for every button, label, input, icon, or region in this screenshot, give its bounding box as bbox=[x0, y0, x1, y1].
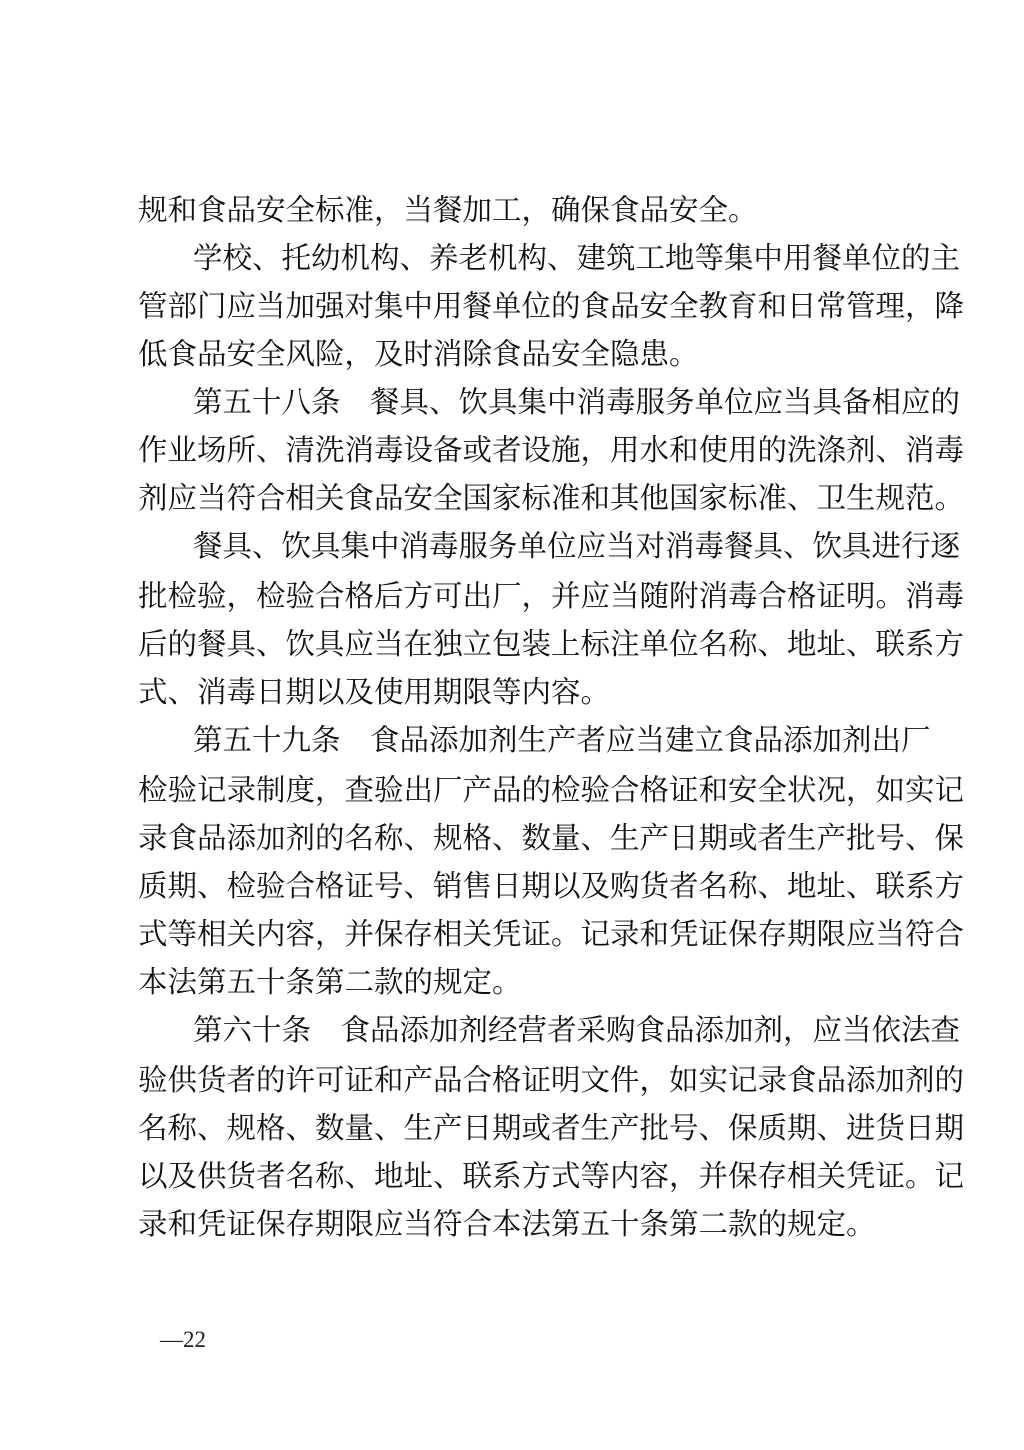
text-line: 式、消毒日期以及使用期限等内容。 bbox=[138, 675, 611, 709]
text-line: 录和凭证保存期限应当符合本法第五十条第二款的规定。 bbox=[138, 1207, 876, 1241]
text-line: 本法第五十条第二款的规定。 bbox=[138, 965, 522, 999]
article-58-heading-line: 第五十八条 餐具、饮具集中消毒服务单位应当具备相应的 bbox=[193, 385, 961, 419]
text-line: 后的餐具、饮具应当在独立包装上标注单位名称、地址、联系方 bbox=[138, 627, 965, 661]
page-number: —22 bbox=[160, 1327, 206, 1352]
text-line: 餐具、饮具集中消毒服务单位应当对消毒餐具、饮具进行逐 bbox=[193, 529, 961, 563]
text-line: 学校、托幼机构、养老机构、建筑工地等集中用餐单位的主 bbox=[193, 241, 961, 275]
text-line: 验供货者的许可证和产品合格证明文件，如实记录食品添加剂的 bbox=[138, 1063, 965, 1097]
text-line: 规和食品安全标准，当餐加工，确保食品安全。 bbox=[138, 193, 758, 227]
article-60-heading-line: 第六十条 食品添加剂经营者采购食品添加剂，应当依法查 bbox=[193, 1013, 961, 1047]
text-line: 名称、规格、数量、生产日期或者生产批号、保质期、进货日期 bbox=[138, 1111, 965, 1145]
text-line: 式等相关内容，并保存相关凭证。记录和凭证保存期限应当符合 bbox=[138, 917, 965, 951]
text-line: 质期、检验合格证号、销售日期以及购货者名称、地址、联系方 bbox=[138, 869, 965, 903]
article-59-heading-line: 第五十九条 食品添加剂生产者应当建立食品添加剂出厂 bbox=[193, 723, 931, 757]
text-line: 录食品添加剂的名称、规格、数量、生产日期或者生产批号、保 bbox=[138, 821, 965, 855]
text-line: 剂应当符合相关食品安全国家标准和其他国家标准、卫生规范。 bbox=[138, 481, 965, 515]
text-line: 以及供货者名称、地址、联系方式等内容，并保存相关凭证。记 bbox=[138, 1159, 965, 1193]
text-line: 低食品安全风险，及时消除食品安全隐患。 bbox=[138, 337, 699, 371]
text-line: 检验记录制度，查验出厂产品的检验合格证和安全状况，如实记 bbox=[138, 773, 965, 807]
text-line: 作业场所、清洗消毒设备或者设施，用水和使用的洗涤剂、消毒 bbox=[138, 433, 965, 467]
text-line: 批检验，检验合格后方可出厂，并应当随附消毒合格证明。消毒 bbox=[138, 579, 965, 613]
text-line: 管部门应当加强对集中用餐单位的食品安全教育和日常管理，降 bbox=[138, 289, 965, 323]
